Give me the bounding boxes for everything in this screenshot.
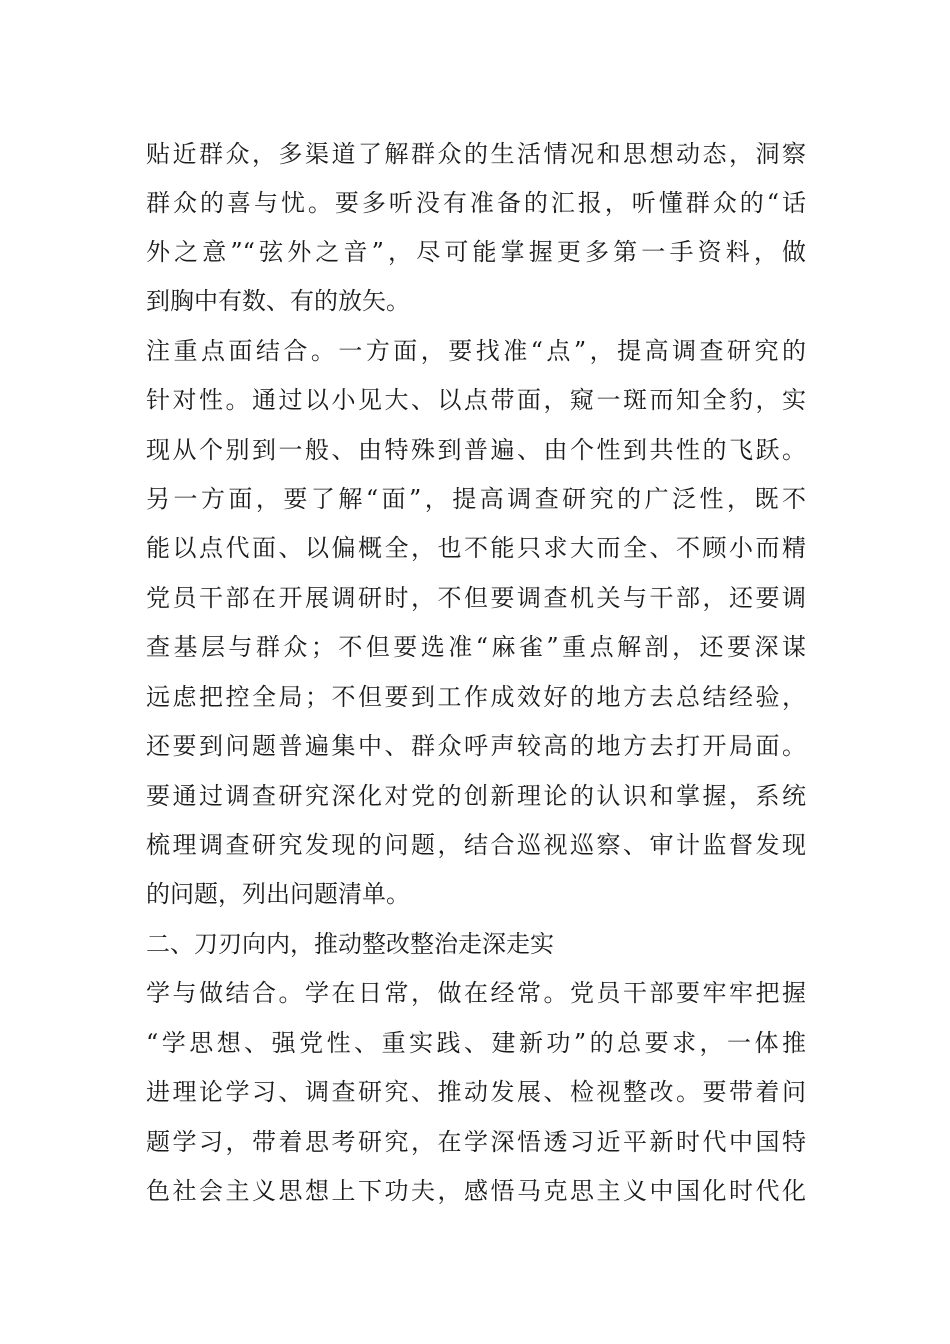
text-line: 要通过调查研究深化对党的创新理论的认识和掌握，系统 — [146, 782, 806, 810]
text-line: 学与做结合。学在日常，做在经常。党员干部要牢牢把握 — [146, 979, 806, 1007]
text-line: 另一方面，要了解“面”，提高调查研究的广泛性，既不 — [146, 485, 806, 513]
text-line: 色社会主义思想上下功夫，感悟马克思主义中国化时代化 — [146, 1177, 806, 1205]
text-line: 注重点面结合。一方面，要找准“点”，提高调查研究的 — [146, 337, 806, 365]
text-line: 查基层与群众；不但要选准“麻雀”重点解剖，还要深谋 — [146, 633, 806, 661]
text-line: 外之意”“弦外之音”，尽可能掌握更多第一手资料，做 — [146, 238, 806, 266]
text-line: 进理论学习、调查研究、推动发展、检视整改。要带着问 — [146, 1078, 806, 1106]
text-line: “学思想、强党性、重实践、建新功”的总要求，一体推 — [146, 1029, 806, 1057]
section-heading: 二、刀刃向内，推动整改整治走深走实 — [146, 930, 554, 958]
text-line: 梳理调查研究发现的问题，结合巡视巡察、审计监督发现 — [146, 831, 806, 859]
text-line: 的问题，列出问题清单。 — [146, 880, 410, 908]
text-line: 贴近群众，多渠道了解群众的生活情况和思想动态，洞察 — [146, 140, 806, 168]
text-line: 到胸中有数、有的放矢。 — [146, 287, 410, 315]
text-line: 能以点代面、以偏概全，也不能只求大而全、不顾小而精 — [146, 534, 806, 562]
text-line: 远虑把控全局；不但要到工作成效好的地方去总结经验， — [146, 683, 806, 711]
text-line: 还要到问题普遍集中、群众呼声较高的地方去打开局面。 — [146, 732, 806, 760]
text-line: 现从个别到一般、由特殊到普遍、由个性到共性的飞跃。 — [146, 436, 806, 464]
text-line: 题学习，带着思考研究，在学深悟透习近平新时代中国特 — [146, 1128, 806, 1156]
text-line: 群众的喜与忧。要多听没有准备的汇报，听懂群众的“话 — [146, 189, 806, 217]
text-line: 党员干部在开展调研时，不但要调查机关与干部，还要调 — [146, 584, 806, 612]
text-line: 针对性。通过以小见大、以点带面，窥一斑而知全豹，实 — [146, 386, 806, 414]
